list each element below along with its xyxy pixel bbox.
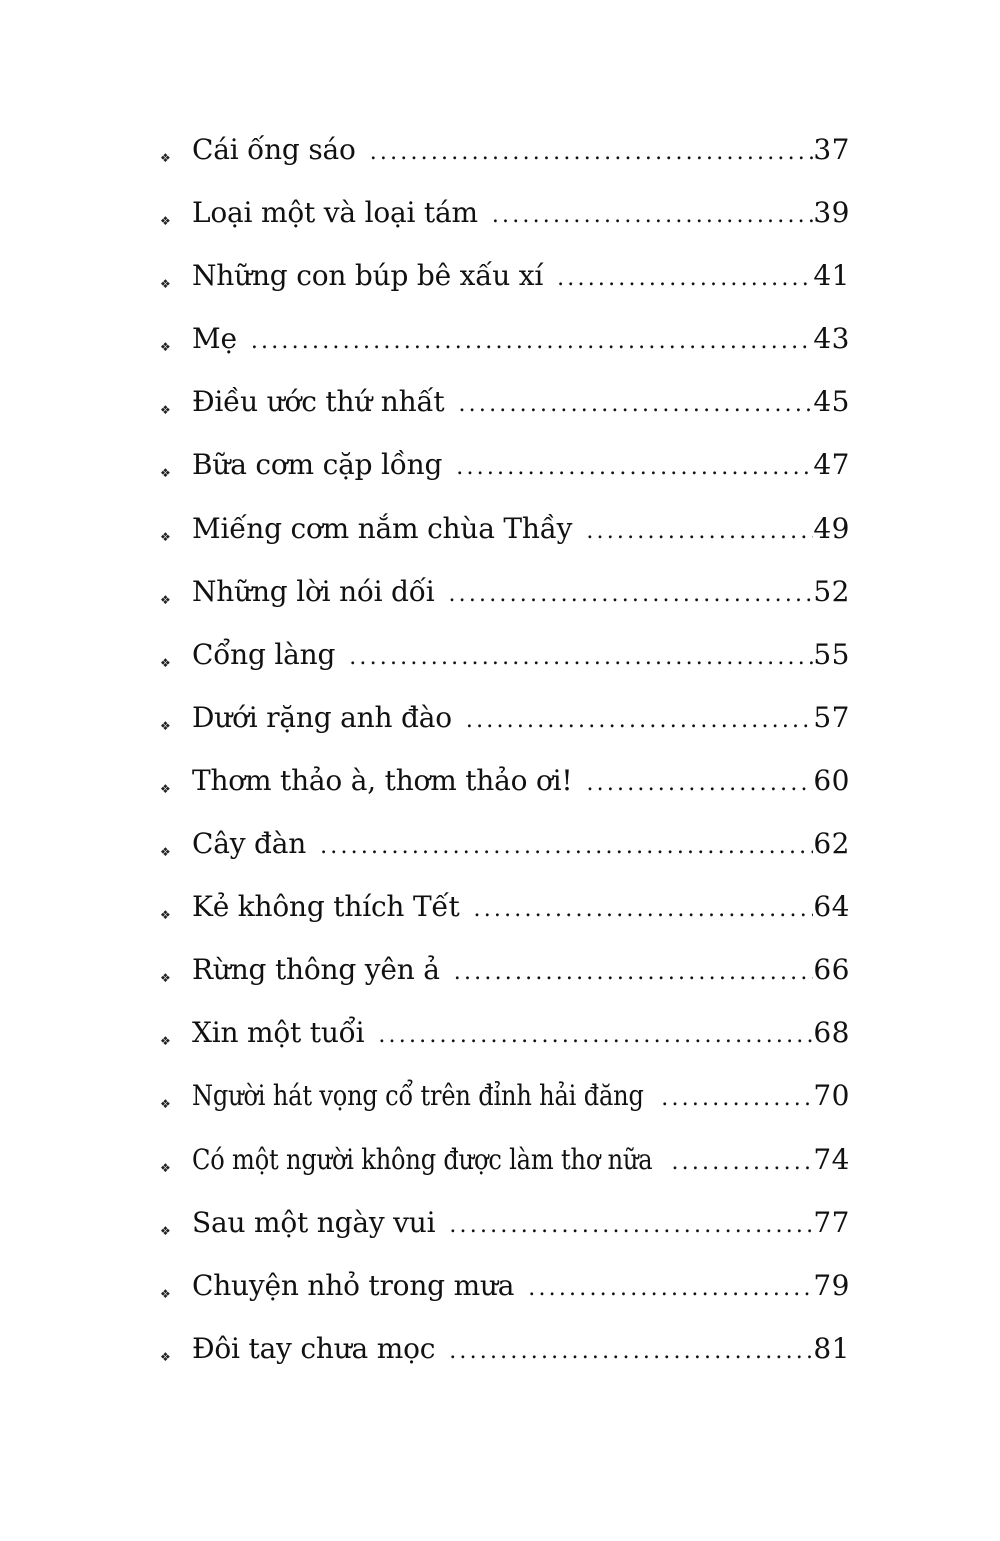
toc-entry-row <box>192 570 850 617</box>
toc-entry-row <box>192 759 850 806</box>
dot-leader <box>474 888 814 932</box>
diamond-bullet-icon: ❖ <box>160 971 171 986</box>
dot-leader <box>528 1267 813 1311</box>
toc-entry-row <box>192 1074 850 1121</box>
toc-entry <box>160 1138 850 1201</box>
toc-entry <box>160 570 850 633</box>
toc-entry-page-number: 57 <box>813 700 850 734</box>
toc-entry <box>160 1327 850 1390</box>
toc-entry-row <box>192 1327 850 1374</box>
dot-leader <box>449 1204 813 1248</box>
toc-entry-row <box>192 1201 850 1248</box>
toc-entry <box>160 696 850 759</box>
toc-entry-title: Những lời nói dối <box>192 574 435 608</box>
dot-leader <box>458 383 813 427</box>
toc-entry-title: Chuyện nhỏ trong mưa <box>192 1268 515 1302</box>
diamond-bullet-icon: ❖ <box>160 592 171 607</box>
toc-entry-page-number: 52 <box>813 574 850 608</box>
dot-leader <box>661 1077 813 1121</box>
toc-entry-page-number: 81 <box>813 1331 850 1365</box>
toc-entry-title: Loại một và loại tám <box>192 196 478 230</box>
toc-entry <box>160 759 850 822</box>
toc-entry-page-number: 62 <box>813 827 850 861</box>
toc-entry-row <box>192 822 850 869</box>
diamond-bullet-icon: ❖ <box>160 277 171 292</box>
toc-entry-row <box>192 128 850 175</box>
toc-entry-title: Điều ước thứ nhất <box>192 385 445 419</box>
dot-leader <box>466 699 813 743</box>
toc-entry-title: Người hát vọng cổ trên đỉnh hải đăng <box>192 1079 644 1113</box>
toc-entry-title: Đôi tay chưa mọc <box>192 1331 436 1365</box>
toc-entry-page-number: 55 <box>813 637 850 671</box>
dot-leader <box>456 446 813 490</box>
diamond-bullet-icon: ❖ <box>160 718 171 733</box>
toc-entry <box>160 1264 850 1327</box>
dot-leader <box>370 131 814 175</box>
dot-leader <box>251 320 814 364</box>
dot-leader <box>448 573 813 617</box>
diamond-bullet-icon: ❖ <box>160 1349 171 1364</box>
toc-entry-page-number: 49 <box>813 511 850 545</box>
diamond-bullet-icon: ❖ <box>160 214 171 229</box>
dot-leader <box>492 194 814 238</box>
diamond-bullet-icon: ❖ <box>160 1034 171 1049</box>
toc-entry-title: Dưới rặng anh đào <box>192 700 452 734</box>
toc-entry-title: Cổng làng <box>192 637 336 671</box>
toc-entry-title: Kẻ không thích Tết <box>192 890 460 924</box>
diamond-bullet-icon: ❖ <box>160 655 171 670</box>
toc-entry-row <box>192 380 850 427</box>
dot-leader <box>671 1141 813 1185</box>
toc-entry-row <box>192 885 850 932</box>
dot-leader <box>349 636 813 680</box>
toc-entry <box>160 317 850 380</box>
toc-entry-title: Sau một ngày vui <box>192 1205 436 1239</box>
toc-entry-page-number: 60 <box>813 763 850 797</box>
toc-entry-row <box>192 1264 850 1311</box>
toc-entry-page-number: 37 <box>813 133 850 166</box>
toc-entry-page-number: 70 <box>813 1079 850 1113</box>
dot-leader <box>454 951 814 995</box>
toc-entry-row <box>192 1138 850 1185</box>
toc-entry <box>160 822 850 885</box>
diamond-bullet-icon: ❖ <box>160 1286 171 1301</box>
toc-entry-title: Mẹ <box>192 322 237 356</box>
diamond-bullet-icon: ❖ <box>160 1097 171 1112</box>
diamond-bullet-icon: ❖ <box>160 151 171 165</box>
toc-entry-title: Có một người không được làm thơ nữa <box>192 1142 653 1176</box>
toc-entry-page-number: 43 <box>813 322 850 356</box>
toc-entry <box>160 128 850 191</box>
toc-entry-row <box>192 507 850 554</box>
toc-entry-page-number: 45 <box>813 385 850 419</box>
toc-entry-title: Xin một tuổi <box>192 1016 365 1050</box>
toc-entry-page-number: 68 <box>813 1016 850 1050</box>
toc-entry-title: Cây đàn <box>192 827 307 861</box>
diamond-bullet-icon: ❖ <box>160 529 171 544</box>
toc-entry-title: Rừng thông yên ả <box>192 953 440 987</box>
toc-entry-page-number: 47 <box>813 448 850 482</box>
toc-entry-page-number: 77 <box>813 1205 850 1239</box>
toc-entry-page-number: 41 <box>813 259 850 293</box>
diamond-bullet-icon: ❖ <box>160 466 171 481</box>
toc-entry-row <box>192 443 850 490</box>
diamond-bullet-icon: ❖ <box>160 1223 171 1238</box>
dot-leader <box>586 762 813 806</box>
toc-entry <box>160 254 850 317</box>
toc-entry-row <box>192 948 850 995</box>
toc-entry <box>160 191 850 254</box>
toc-entry-row <box>192 633 850 680</box>
toc-entry <box>160 885 850 948</box>
toc-entry <box>160 443 850 506</box>
toc-entry <box>160 507 850 570</box>
toc-entry-page-number: 74 <box>813 1142 850 1176</box>
toc-entry <box>160 633 850 696</box>
diamond-bullet-icon: ❖ <box>160 403 171 418</box>
dot-leader <box>449 1330 813 1374</box>
toc-entry-row <box>192 254 850 301</box>
diamond-bullet-icon: ❖ <box>160 781 171 796</box>
dot-leader <box>320 825 813 869</box>
toc-entry-page-number: 79 <box>813 1268 850 1302</box>
toc-entry <box>160 380 850 443</box>
toc-entry <box>160 1011 850 1074</box>
table-of-contents <box>160 128 850 1390</box>
toc-entry <box>160 1074 850 1137</box>
diamond-bullet-icon: ❖ <box>160 340 171 355</box>
dot-leader <box>586 510 813 554</box>
toc-entry <box>160 948 850 1011</box>
diamond-bullet-icon: ❖ <box>160 1160 171 1175</box>
toc-entry-title: Cái ống sáo <box>192 133 356 166</box>
toc-entry-row <box>192 317 850 364</box>
diamond-bullet-icon: ❖ <box>160 845 171 860</box>
toc-entry-title: Miếng cơm nắm chùa Thầy <box>192 511 573 545</box>
dot-leader <box>557 257 813 301</box>
toc-entry-row <box>192 191 850 238</box>
toc-entry-page-number: 64 <box>813 890 850 924</box>
dot-leader <box>378 1014 813 1058</box>
toc-entry-page-number: 66 <box>813 953 850 987</box>
toc-entry-title: Thơm thảo à, thơm thảo ơi! <box>192 763 573 797</box>
diamond-bullet-icon: ❖ <box>160 908 171 923</box>
toc-entry-row <box>192 1011 850 1058</box>
toc-entry-page-number: 39 <box>813 196 850 230</box>
toc-entry-row <box>192 696 850 743</box>
toc-entry-title: Những con búp bê xấu xí <box>192 259 544 293</box>
toc-entry <box>160 1201 850 1264</box>
toc-entry-title: Bữa cơm cặp lồng <box>192 448 443 482</box>
